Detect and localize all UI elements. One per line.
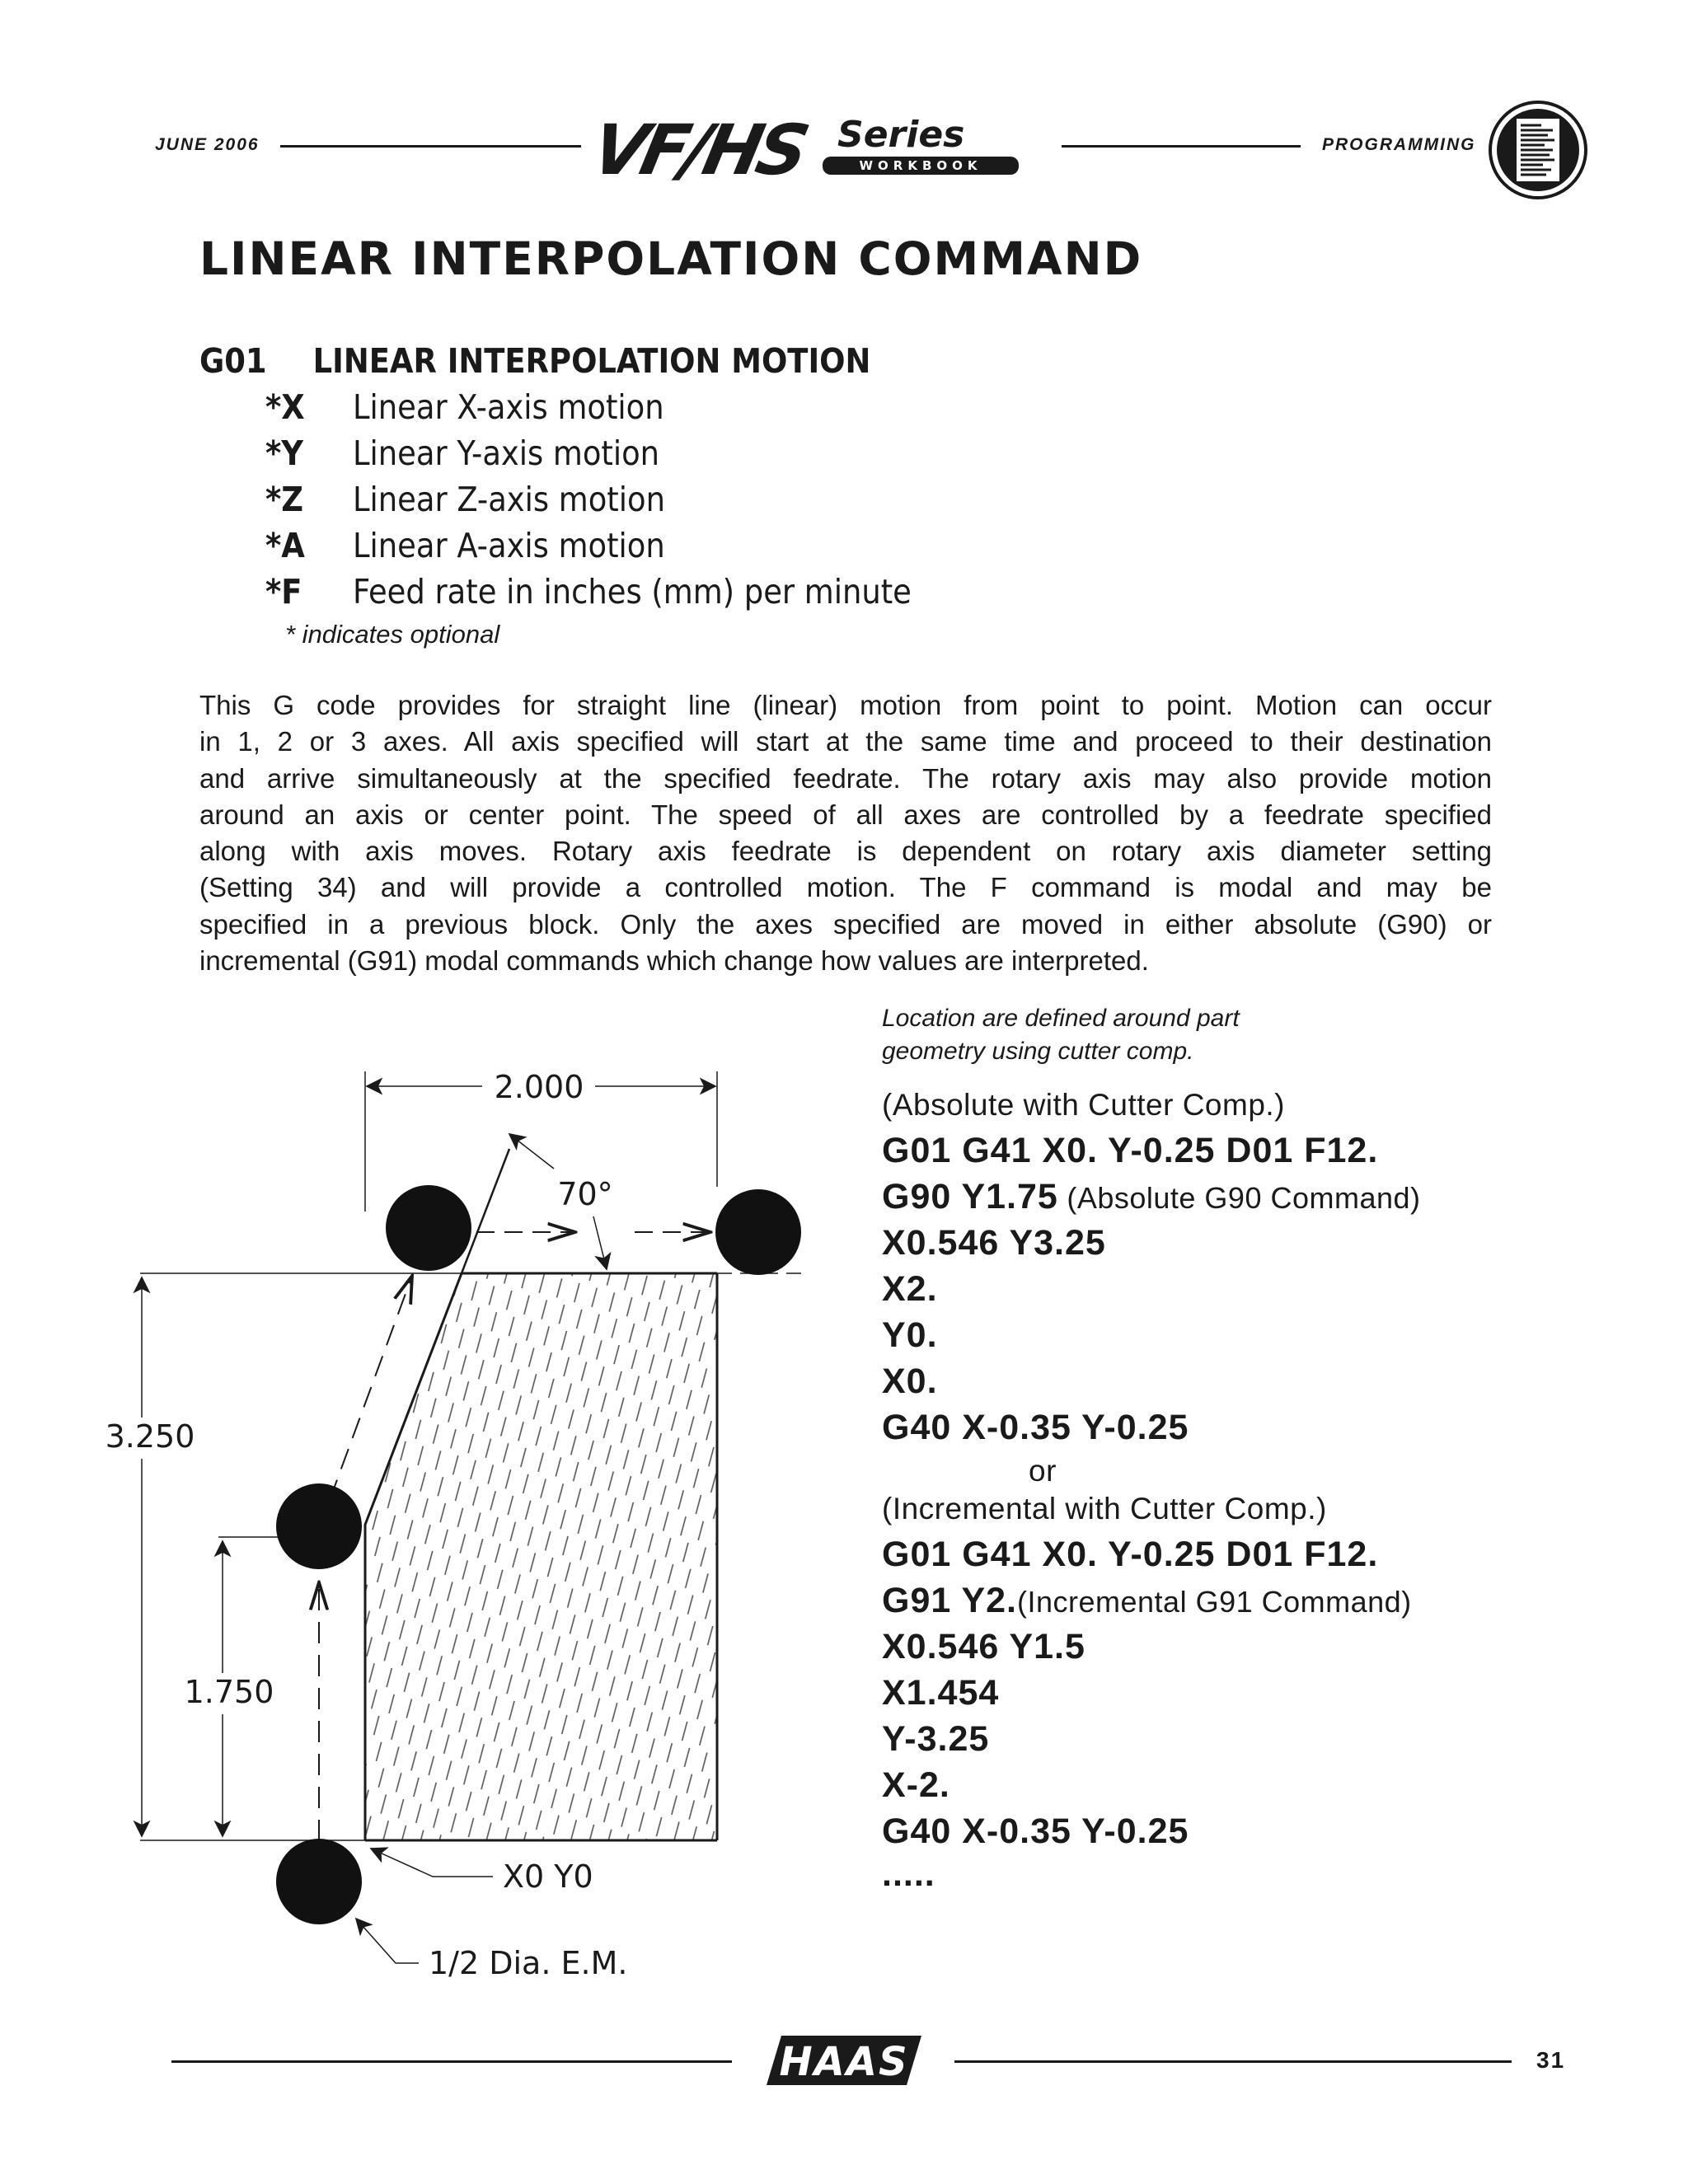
program-line: ..... (882, 1854, 935, 1894)
origin-leader (371, 1849, 493, 1877)
part-hatch (365, 1273, 717, 1840)
paragraph-line: along with axis moves. Rotary axis feedrate is dependent on rotary axis diameter setting (199, 836, 1492, 867)
program-code: G90 Y1.75 (882, 1177, 1058, 1216)
program-line: X0.546 Y3.25 (882, 1223, 1106, 1263)
param-key: *A (265, 526, 305, 565)
angle-leader-top (509, 1134, 554, 1169)
origin-label: X0 Y0 (503, 1858, 593, 1895)
angle-label: 70° (557, 1176, 613, 1212)
width-dimension-label: 2.000 (494, 1069, 584, 1105)
tool-position-mid (276, 1483, 362, 1569)
paragraph-line: specified in a previous block. Only the axes specified are moved in either absolute (G90) or (199, 908, 1492, 940)
paragraph-line: incremental (G91) modal commands which change how values are interpreted. (199, 945, 1149, 977)
haas-logo-mark (765, 2031, 921, 2090)
program-line: X-2. (882, 1765, 950, 1805)
document-icon (1487, 99, 1589, 201)
or-separator: or (1029, 1454, 1057, 1488)
angle-extension-line (462, 1149, 509, 1273)
program-code: G91 Y2. (882, 1581, 1017, 1620)
program-line: G01 G41 X0. Y-0.25 D01 F12. (882, 1535, 1379, 1574)
program-comment: (Absolute G90 Command) (1057, 1181, 1421, 1215)
haas-logo (765, 2031, 921, 2090)
header-section: PROGRAMMING (1322, 135, 1476, 154)
param-desc: Linear Y-axis motion (353, 434, 660, 473)
program-line: G40 X-0.35 Y-0.25 (882, 1811, 1189, 1851)
footer-rule-right (954, 2060, 1512, 2063)
program-comment: (Incremental G91 Command) (1017, 1585, 1412, 1619)
gcode-name: LINEAR INTERPOLATION MOTION (312, 341, 871, 381)
paragraph-line: and arrive simultaneously at the specified feedrate. The rotary axis may also provide motion (199, 762, 1492, 794)
program-line (882, 1177, 1421, 1217)
program-line: X0. (882, 1361, 938, 1401)
gcode-code: G01 (199, 341, 267, 381)
param-desc: Linear Z-axis motion (353, 480, 665, 519)
footer-rule-left (171, 2060, 732, 2063)
toolpath-diagram (0, 0, 874, 2019)
param-desc: Linear X-axis motion (353, 387, 664, 427)
inc-heading: (Incremental with Cutter Comp.) (882, 1492, 1327, 1526)
param-key: *X (265, 387, 305, 427)
header-date: JUNE 2006 (155, 135, 260, 154)
program-line: X1.454 (882, 1673, 1000, 1713)
logo-workbook: WORKBOOK (823, 157, 1019, 175)
program-line: G40 X-0.35 Y-0.25 (882, 1408, 1189, 1447)
program-line: G01 G41 X0. Y-0.25 D01 F12. (882, 1131, 1379, 1170)
paragraph-line: This G code provides for straight line (linear) motion from point to point. Motion can occur (199, 690, 1492, 720)
paragraph-line: (Setting 34) and will provide a controlled motion. The F command is modal and may be (199, 872, 1492, 903)
logo-series: Series (837, 114, 965, 156)
param-key: *F (265, 572, 302, 612)
logo-main: VF/HS (584, 110, 812, 190)
tool-label: 1/2 Dia. E.M. (429, 1945, 628, 1981)
program-line: Y-3.25 (882, 1719, 990, 1759)
tool-position-start (276, 1839, 362, 1924)
haas-logo-text: HAAS (779, 2039, 909, 2085)
param-desc: Linear A-axis motion (353, 526, 665, 565)
mid-dimension-label: 1.750 (184, 1674, 274, 1710)
program-line: X0.546 Y1.5 (882, 1627, 1085, 1666)
paragraph-line: around an axis or center point. The speed of all axes are controlled by a feedrate specified (199, 799, 1492, 830)
param-key: *Z (265, 480, 304, 519)
location-note (882, 1002, 1240, 1068)
program-line (882, 1581, 1412, 1621)
optional-note: * indicates optional (285, 620, 500, 649)
tool-leader (356, 1919, 419, 1963)
page-number: 31 (1536, 2047, 1566, 2073)
header-rule-right (1062, 145, 1301, 148)
location-note-line: geometry using cutter comp. (882, 1038, 1194, 1065)
angle-leader-bottom (593, 1216, 607, 1269)
height-dimension-label: 3.250 (105, 1418, 195, 1455)
program-line: X2. (882, 1269, 938, 1309)
program-line: Y0. (882, 1315, 938, 1355)
abs-heading: (Absolute with Cutter Comp.) (882, 1088, 1286, 1122)
param-key: *Y (265, 434, 303, 473)
location-note-line: Location are defined around part (882, 1005, 1240, 1032)
tool-position-top-right (715, 1189, 801, 1275)
tool-position-top-left (386, 1185, 471, 1271)
param-desc: Feed rate in inches (mm) per minute (353, 572, 912, 612)
page-title: LINEAR INTERPOLATION COMMAND (199, 232, 1143, 285)
paragraph-line: in 1, 2 or 3 axes. All axis specified will start at the same time and proceed to their destination (199, 726, 1492, 757)
